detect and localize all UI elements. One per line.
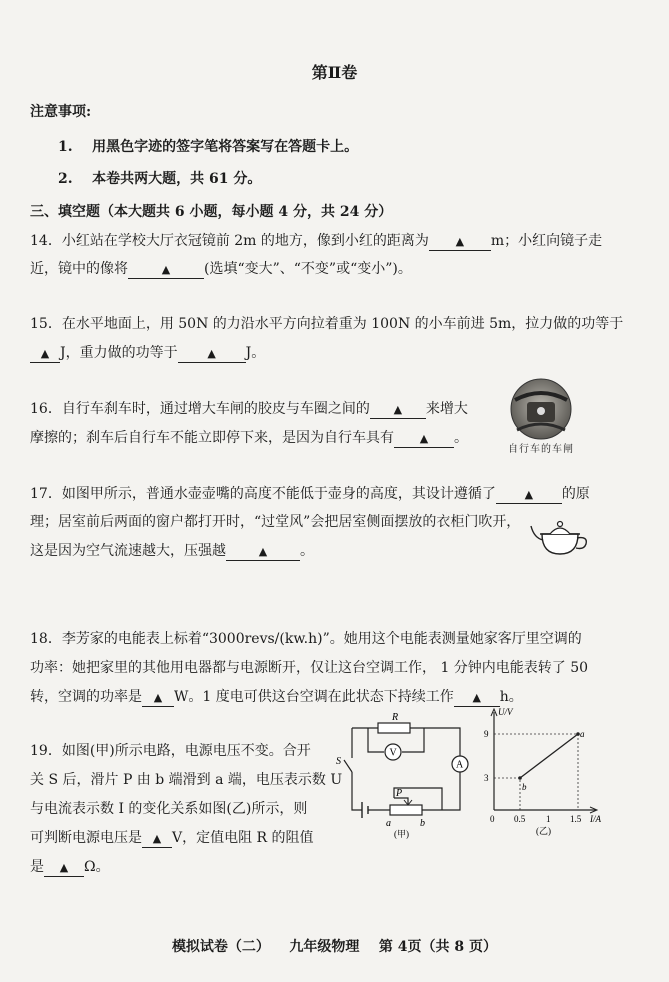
notice-item-1 bbox=[58, 136, 358, 156]
ammeter-label: A bbox=[456, 759, 464, 771]
q14-text: m；小红向镜子走 bbox=[490, 233, 603, 249]
answer-blank bbox=[30, 345, 60, 363]
graph-caption: (乙) bbox=[536, 826, 551, 836]
q17-line-2: 理；居室前后两面的窗户都打开时，“过堂风”会把居室侧面摆放的衣柜门吹开， bbox=[30, 514, 521, 530]
q14-text: (选填“变大”、“不变”或“变小”)。 bbox=[204, 261, 412, 277]
notice-heading: 注意事项: bbox=[30, 104, 92, 120]
answer-blank bbox=[394, 430, 454, 448]
terminal-label-a: a bbox=[386, 818, 391, 829]
voltmeter-label: V bbox=[389, 747, 397, 759]
q17-text: 的原 bbox=[561, 486, 590, 502]
q17-text: 这是因为空气流速越大，压强越 bbox=[30, 543, 226, 559]
teapot-icon bbox=[528, 512, 592, 558]
q17-text: 。 bbox=[300, 543, 314, 559]
graph-point-b: b bbox=[522, 782, 527, 792]
q19-text: Ω。 bbox=[84, 859, 110, 875]
answer-blank bbox=[142, 830, 172, 848]
q17-line-1 bbox=[30, 483, 590, 504]
q17-line-3 bbox=[30, 540, 314, 561]
blank-marker: ▲ bbox=[524, 488, 534, 501]
q18-text: h。 bbox=[499, 689, 523, 705]
blank-marker: ▲ bbox=[161, 263, 171, 276]
y-axis-label: U/V bbox=[498, 707, 513, 717]
bike-brake-photo bbox=[497, 378, 585, 440]
q16-line-1 bbox=[30, 398, 468, 419]
graph-point-a: a bbox=[580, 729, 585, 739]
notice-item-num: 1. bbox=[58, 139, 73, 155]
q16-text: 16．自行车刹车时，通过增大车闸的胶皮与车圈之间的 bbox=[30, 401, 370, 417]
q19-line-2: 关 S 后，滑片 P 由 b 端滑到 a 端，电压表示数 U bbox=[30, 772, 343, 788]
q14-line-2 bbox=[30, 258, 412, 279]
circuit-diagram bbox=[334, 712, 468, 839]
q19-text: 可判断电源电压是 bbox=[30, 830, 142, 846]
blank-marker: ▲ bbox=[59, 861, 69, 874]
q19-line-5 bbox=[30, 856, 110, 877]
blank-marker: ▲ bbox=[40, 347, 50, 360]
slider-label-p: P bbox=[396, 788, 403, 799]
x-tick: 0.5 bbox=[514, 814, 526, 824]
blank-marker: ▲ bbox=[153, 691, 163, 704]
answer-blank bbox=[128, 261, 204, 279]
answer-blank bbox=[496, 486, 562, 504]
blank-marker: ▲ bbox=[393, 403, 403, 416]
blank-marker: ▲ bbox=[472, 691, 481, 704]
q16-text: 摩擦的；刹车后自行车不能立即停下来，是因为自行车具有 bbox=[30, 430, 394, 446]
bike-brake-figure bbox=[497, 378, 585, 455]
q16-text: 来增大 bbox=[425, 401, 468, 417]
notice-item-2 bbox=[58, 168, 261, 188]
q16-text: 。 bbox=[454, 430, 468, 446]
terminal-label-b: b bbox=[420, 818, 425, 829]
q18-text: W。1 度电可供这台空调在此状态下持续工作 bbox=[174, 689, 454, 705]
q19-text: V，定值电阻 R 的阻值 bbox=[172, 830, 314, 846]
q17-text: 17．如图甲所示，普通水壶壶嘴的高度不能低于壶身的高度，其设计遵循了 bbox=[30, 486, 496, 502]
answer-blank bbox=[226, 543, 300, 561]
blank-marker: ▲ bbox=[258, 545, 268, 558]
x-axis-label: I/A bbox=[590, 814, 601, 824]
q19-line-4 bbox=[30, 827, 314, 848]
y-tick: 3 bbox=[484, 773, 489, 783]
q14-text: 14．小红站在学校大厅衣冠镜前 2m 的地方，像到小红的距离为 bbox=[30, 233, 429, 249]
q19-line-3: 与电流表示数 I 的变化关系如图(乙)所示，则 bbox=[30, 801, 308, 817]
teapot-figure bbox=[528, 512, 592, 558]
y-tick: 9 bbox=[484, 729, 489, 739]
q18-line-3 bbox=[30, 686, 523, 707]
blank-marker: ▲ bbox=[152, 832, 162, 845]
q15-line-2 bbox=[30, 342, 265, 363]
page-footer: 模拟试卷（二） 九年级物理 第 4页（共 8 页） bbox=[171, 939, 498, 955]
q18-text: 转，空调的功率是 bbox=[30, 689, 142, 705]
figure-caption: 自行车的车闸 bbox=[508, 444, 574, 455]
answer-blank bbox=[429, 233, 491, 251]
q14-text: 近，镜中的像将 bbox=[30, 261, 128, 277]
section-3-heading: 三、填空题（本大题共 6 小题，每小题 4 分，共 24 分） bbox=[30, 204, 393, 220]
x-tick: 1 bbox=[546, 814, 551, 824]
blank-marker: ▲ bbox=[419, 432, 429, 445]
q18-line-2: 功率：她把家里的其他用电器都与电源断开，仅让这台空调工作， 1 分钟内电能表转了 50 bbox=[30, 660, 589, 676]
notice-item-text: 本卷共两大题，共 61 分。 bbox=[92, 171, 262, 187]
q18-line-1: 18．李芳家的电能表上标着“3000revs/(kw.h)”。她用这个电能表测量她家客厅里空调的 bbox=[30, 631, 582, 647]
x-tick: 0 bbox=[490, 814, 495, 824]
x-tick: 1.5 bbox=[570, 814, 582, 824]
answer-blank bbox=[142, 689, 174, 707]
circuit-label-r: R bbox=[392, 712, 399, 723]
q15-line-1: 15．在水平地面上，用 50N 的力沿水平方向拉着重为 100N 的小车前进 5m，拉力做的功等于 bbox=[30, 316, 624, 332]
answer-blank bbox=[454, 689, 500, 707]
q19-line-1: 19．如图(甲)所示电路，电源电压不变。合开 bbox=[30, 743, 311, 759]
q19-text: 是 bbox=[30, 859, 44, 875]
answer-blank bbox=[178, 345, 246, 363]
u-i-graph bbox=[476, 706, 610, 836]
notice-item-text: 用黑色字迹的签字笔将答案写在答题卡上。 bbox=[92, 139, 359, 155]
q15-text: J。 bbox=[245, 345, 266, 361]
circuit-caption: (甲) bbox=[394, 829, 409, 839]
notice-item-num: 2. bbox=[58, 171, 73, 187]
q15-text: J，重力做的功等于 bbox=[60, 345, 178, 361]
blank-marker: ▲ bbox=[207, 347, 216, 360]
switch-label: S bbox=[336, 756, 341, 767]
section-title: 第Ⅱ卷 bbox=[311, 63, 358, 82]
answer-blank bbox=[44, 859, 84, 877]
q16-line-2 bbox=[30, 427, 468, 448]
blank-marker: ▲ bbox=[455, 235, 465, 248]
answer-blank bbox=[370, 401, 426, 419]
q14-line-1 bbox=[30, 230, 602, 251]
